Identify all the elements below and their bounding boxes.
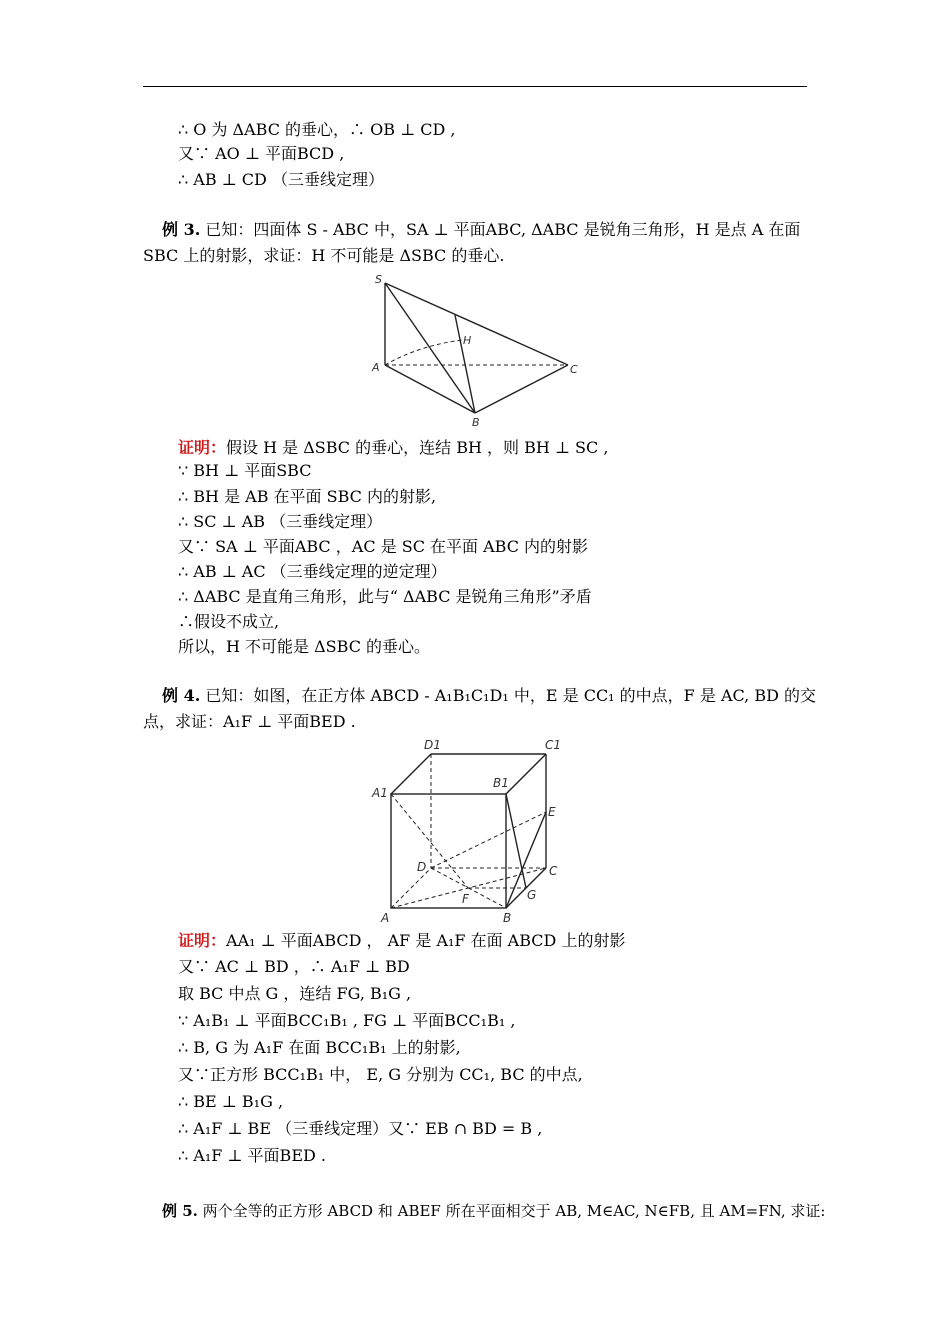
- label-b: B: [503, 911, 512, 925]
- proof-line: 又∵正方形 BCC₁B₁ 中， E, G 分别为 CC₁, BC 的中点,: [178, 1065, 583, 1084]
- proof-line: ∵ A₁B₁ ⊥ 平面BCC₁B₁ , FG ⊥ 平面BCC₁B₁ ,: [178, 1011, 516, 1030]
- header-rule: [143, 86, 807, 87]
- label-b: B: [472, 416, 480, 429]
- proof-line: ∴ O 为 ΔABC 的垂心，∴ OB ⊥ CD ,: [178, 120, 456, 139]
- proof-3-first: 证明：假设 H 是 ΔSBC 的垂心，连结 BH ，则 BH ⊥ SC ,: [178, 438, 609, 457]
- label-b1: B1: [493, 776, 509, 790]
- example-5-text: 两个全等的正方形 ABCD 和 ABEF 所在平面相交于 AB, M∈AC, N∈FB, 且 AM=FN, 求证:: [202, 1202, 826, 1220]
- cube-figure: [368, 735, 568, 927]
- example-4-label: 例 4.: [162, 686, 201, 705]
- proof-line: ∴ A₁F ⊥ 平面BED .: [178, 1146, 326, 1165]
- example-5-statement: [162, 1201, 825, 1221]
- proof-line: 所以，H 不可能是 ΔSBC 的垂心。: [178, 637, 431, 656]
- proof-line: 又∵ AC ⊥ BD ，∴ A₁F ⊥ BD: [178, 957, 410, 976]
- example-5-label: 例 5.: [162, 1202, 198, 1220]
- label-e: E: [548, 805, 556, 819]
- proof-line: ∴ BE ⊥ B₁G ,: [178, 1092, 284, 1111]
- example-3-line1: 已知：四面体 S - ABC 中，SA ⊥ 平面ABC, ΔABC 是锐角三角形，H 是点 A 在面: [205, 220, 801, 239]
- proof-line: ∴ ΔABC 是直角三角形，此与“ ΔABC 是锐角三角形”矛盾: [178, 587, 592, 606]
- proof-line: ∴ AB ⊥ CD （三垂线定理）: [178, 170, 384, 189]
- edge-ad-hidden: [391, 868, 431, 908]
- proof-line: 取 BC 中点 G ，连结 FG, B₁G ,: [178, 984, 412, 1003]
- label-a: A: [381, 911, 390, 925]
- proof-line: ∴ BH 是 AB 在平面 SBC 内的射影,: [178, 487, 437, 506]
- label-a: A: [372, 361, 380, 374]
- proof-4-first: 证明：AA₁ ⊥ 平面ABCD ， AF 是 A₁F 在面 ABCD 上的射影: [178, 931, 626, 950]
- edge-a1d1: [391, 754, 431, 794]
- label-d: D: [417, 860, 427, 874]
- proof-line: ∴ SC ⊥ AB （三垂线定理）: [178, 512, 383, 531]
- example-3-line2: SBC 上的射影，求证：H 不可能是 ΔSBC 的垂心.: [143, 246, 505, 265]
- proof-line: ∴ A₁F ⊥ BE （三垂线定理）又∵ EB ∩ BD = B ,: [178, 1119, 543, 1138]
- proof-line: ∵ BH ⊥ 平面SBC: [178, 461, 312, 480]
- segment-de-hidden: [431, 812, 546, 868]
- example-3-statement: [162, 220, 800, 240]
- label-c1: C1: [545, 738, 562, 752]
- proof-3-label: 证明：: [178, 438, 227, 457]
- edge-ab: [385, 365, 475, 413]
- edge-b1c1: [506, 754, 546, 794]
- label-h: H: [463, 334, 472, 347]
- segment-ah-hidden: [385, 340, 463, 365]
- label-d1: D1: [424, 738, 441, 752]
- proof-line: ∴ B, G 为 A₁F 在面 BCC₁B₁ 上的射影,: [178, 1038, 461, 1057]
- example-4-line2: 点，求证：A₁F ⊥ 平面BED .: [143, 712, 356, 731]
- example-4-line1: 已知：如图，在正方体 ABCD - A₁B₁C₁D₁ 中，E 是 CC₁ 的中点，F 是 AC, BD 的交: [205, 686, 817, 705]
- tetrahedron-figure: [365, 270, 590, 430]
- proof-line: 又∵ SA ⊥ 平面ABC ，AC 是 SC 在平面 ABC 内的射影: [178, 537, 589, 556]
- example-4-statement: [162, 686, 816, 706]
- proof-4-label: 证明：: [178, 931, 227, 950]
- segment-a1f-hidden: [391, 794, 468, 888]
- label-a1: A1: [372, 786, 388, 800]
- proof-line: ∴假设不成立,: [178, 612, 280, 631]
- label-c: C: [549, 864, 558, 878]
- example-3-label: 例 3.: [162, 220, 201, 239]
- label-c: C: [570, 363, 578, 376]
- segment-be: [506, 812, 546, 908]
- proof-line: ∴ AB ⊥ AC （三垂线定理的逆定理）: [178, 562, 447, 581]
- edge-bc: [475, 365, 568, 413]
- label-s: S: [375, 273, 382, 286]
- label-f: F: [462, 892, 469, 906]
- label-g: G: [527, 888, 537, 902]
- proof-line: 又∵ AO ⊥ 平面BCD ,: [178, 144, 345, 163]
- edge-sc: [385, 283, 568, 365]
